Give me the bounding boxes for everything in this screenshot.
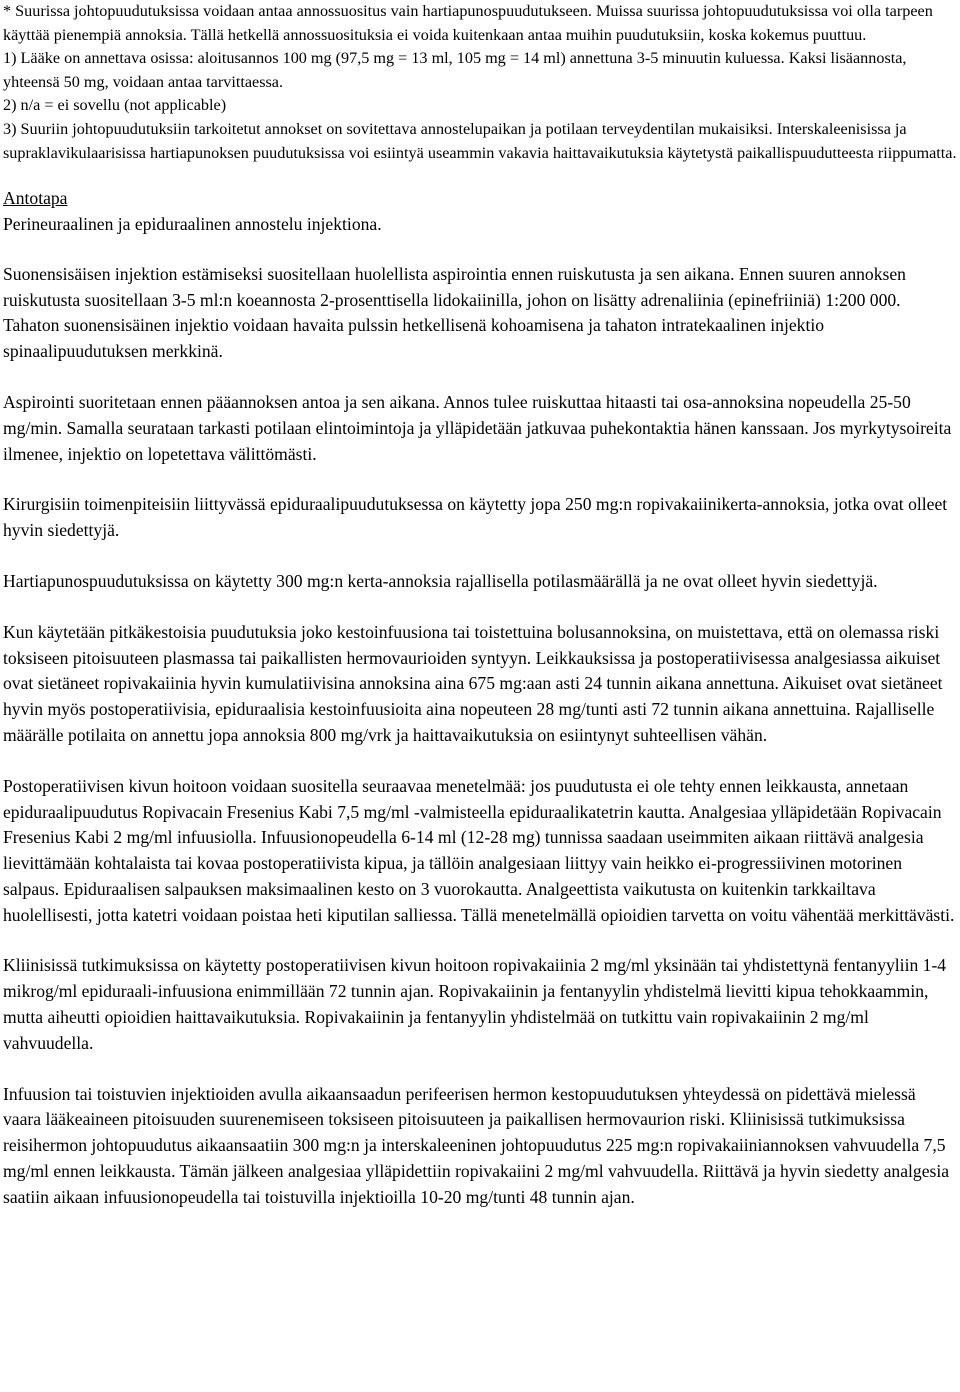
paragraph-epidural-dose: Kirurgisiin toimenpiteisiin liittyvässä epiduraalipuudutuksessa on käytetty jopa 250 mg:n ropivakaiinikerta-annoksia, jotka ovat olleet hyvin siedettyjä.: [3, 494, 948, 541]
paragraph-brachial-plexus: Hartiapunospuudutuksissa on käytetty 300 mg:n kerta-annoksia rajallisella potilasmäärällä ja ne ovat olleet hyvin siedettyjä.: [3, 570, 878, 591]
administration-section: [3, 186, 958, 1211]
paragraph-postoperative-pain: Postoperatiivisen kivun hoitoon voidaan suositella seuraavaa menetelmää: jos puudutusta ei ole tehty ennen leikkausta, annetaan epiduraalipuudutus Ropivacain Fresenius Kabi 7,5 mg/ml -valmisteella epiduraalikatetrin kautta. Analgesiaa ylläpidetään Ropivacain Fresenius Kabi 2 mg/ml infuusiolla. Infuusionopeudella 6-14 ml (12-28 mg) tunnissa saadaan useimmiten aikaan riittävä analgesia lievittämään kohtalaista tai kovaa postoperatiivista kipua, ja tällöin analgesiaan liittyy vain heikko ei-progressiivinen motorinen salpaus. Epiduraalisen salpauksen maksimaalinen kesto on 3 vuorokautta. Analgeettista vaikutusta on kuitenkin tarkkailtava huolellisesti, jotta katetri voidaan poistaa heti kiputilan salliessa. Tällä menetelmällä opioidien tarvetta on voitu vähentää merkittävästi.: [3, 775, 955, 925]
footnote-2: 2) n/a = ei sovellu (not applicable): [3, 96, 227, 115]
paragraph-injection-rate: Aspirointi suoritetaan ennen pääannoksen antoa ja sen aikana. Annos tulee ruiskuttaa hitaasti tai osa-annoksina nopeudella 25-50 mg/min. Samalla seurataan tarkasti potilaan elintoimintoja ja ylläpidetään jatkuvaa puhekontaktia hänen kanssaan. Jos myrkytysoireita ilmenee, injektio on lopetettava välittömästi.: [3, 391, 952, 464]
section-intro: Perineuraalinen ja epiduraalinen annostelu injektiona.: [3, 213, 382, 234]
section-heading-text: Antotapa: [3, 188, 68, 209]
paragraph-clinical-studies: Kliinisissä tutkimuksissa on käytetty postoperatiivisen kivun hoitoon ropivakaiinia 2 mg/ml yksinään tai yhdistettynä fentanyyliin 1-4 mikrog/ml epiduraali-infuusiona enimmillään 72 tunnin ajan. Ropivakaiinin ja fentanyylin yhdistelmä lievitti kipua tehokkaammin, mutta aiheutti opioidien haittavaikutuksia. Ropivakaiinin ja fentanyylin yhdistelmää on tutkittu vain ropivakaiinin 2 mg/ml vahvuudella.: [3, 955, 947, 1053]
footnote-asterisk: * Suurissa johtopuudutuksissa voidaan antaa annossuositus vain hartiapunospuudutukseen. Muissa suurissa johtopuudutuksissa voi olla tarpeen käyttää pienempiä annoksia. Tällä hetkellä annossuosituksia ei voida kuitenkaan antaa muihin puudutuksiin, koska kokemus puuttuu.: [3, 2, 933, 44]
paragraph-aspiration: Suonensisäisen injektion estämiseksi suositellaan huolellista aspirointia ennen ruiskutusta ja sen aikana. Ennen suuren annoksen ruiskutusta suositellaan 3-5 ml:n koeannosta 2-prosenttisella lidokaiinilla, johon on lisätty adrenaliinia (epinefriiniä) 1:200 000. Tahaton suonensisäinen injektio voidaan havaita pulssin hetkellisenä kohoamisena ja tahaton intratekaalinen injektio spinaalipuudutuksen merkkinä.: [3, 263, 906, 362]
section-heading: [3, 186, 958, 212]
footnote-3: 3) Suuriin johtopuudutuksiin tarkoitetut annokset on sovitettava annostelupaikan ja potilaan terveydentilan mukaisiksi. Interskaleenisissa ja supraklavikulaarisissa hartiapunoksen puudutuksissa voi esiintyä useammin vakavia haittavaikutuksia käytetystä paikallispuudutteesta riippumatta.: [3, 119, 957, 162]
paragraph-long-term-blocks: Kun käytetään pitkäkestoisia puudutuksia joko kestoinfuusiona tai toistettuina bolusannoksina, on muistettava, että on olemassa riski toksiseen pitoisuuteen plasmassa tai paikallisten hermovaurioiden syntyyn. Leikkauksissa ja postoperatiivisessa analgesiassa aikuiset ovat sietäneet ropivakaiinia hyvin kumulatiivisina annoksina aina 675 mg:aan asti 24 tunnin aikana annettuna. Aikuiset ovat sietäneet hyvin myös postoperatiivisia, epiduraalisia kestoinfuusioita aina nopeuteen 28 mg/tunti asti 72 tunnin aikana annettuina. Rajalliselle määrälle potilaita on annettu jopa annoksia 800 mg/vrk ja haittavaikutuksia on esiintynyt suhteellisen vähän.: [3, 621, 943, 745]
paragraph-peripheral-nerve: Infuusion tai toistuvien injektioiden avulla aikaansaadun perifeerisen hermon kestopuudutuksen yhteydessä on pidettävä mielessä vaara lääkeaineen pitoisuuden suurenemiseen toksiseen pitoisuuteen ja paikallisen hermovaurion riski. Kliinisissä tutkimuksissa reisihermon johtopuudutus aikaansaatiin 300 mg:n ja interskaleeninen johtopuudutus 225 mg:n ropivakaiiniannoksen vahvuudella 7,5 mg/ml ennen leikkausta. Tämän jälkeen analgesiaa ylläpidettiin ropivakaiini 2 mg/ml vahvuudella. Riittävä ja hyvin siedetty analgesia saatiin aikaan infuusionopeudella tai toistuvilla injektioilla 10-20 mg/tunti 48 tunnin ajan.: [3, 1083, 950, 1207]
dosage-footnotes: [3, 0, 958, 165]
footnote-1: 1) Lääke on annettava osissa: aloitusannos 100 mg (97,5 mg = 13 ml, 105 mg = 14 ml) annettuna 3-5 minuutin kuluessa. Kaksi lisäannosta, yhteensä 50 mg, voidaan antaa tarvittaessa.: [3, 49, 907, 91]
document-page: [3, 0, 958, 1211]
